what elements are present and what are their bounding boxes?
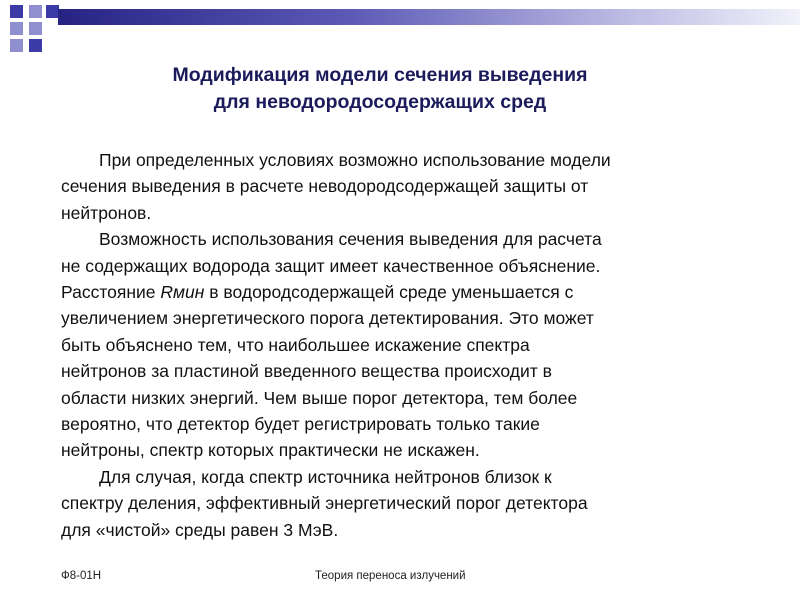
slide-body <box>61 147 781 543</box>
body-line: При определенных условиях возможно использование модели <box>99 150 611 170</box>
body-line: Для случая, когда спектр источника нейтронов близок к <box>99 466 552 487</box>
body-line: для «чистой» среды равен 3 МэВ. <box>61 519 339 540</box>
body-line: сечения выведения в расчете неводородсодержащей защиты от <box>61 176 589 197</box>
body-line: вероятно, что детектор будет регистрировать только такие <box>61 414 540 435</box>
slide-title <box>0 62 760 116</box>
title-line-2: для неводородосодержащих сред <box>213 91 547 113</box>
body-line <box>61 279 781 305</box>
body-line: не содержащих водорода защит имеет качественное объяснение. <box>61 255 601 276</box>
footer-course-title: Теория переноса излучений <box>315 570 466 582</box>
footer-code: Ф8-01Н <box>61 570 102 582</box>
body-text-span: Расстояние <box>61 282 161 303</box>
body-line: нейтронов за пластиной введенного вещества происходит в <box>61 361 552 382</box>
body-line: быть объяснено тем, что наибольшее искажение спектра <box>61 334 530 355</box>
decorative-squares <box>10 5 58 53</box>
body-line: нейтроны, спектр которых практически не искажен. <box>61 440 480 461</box>
r-min-symbol: Rмин <box>160 282 205 303</box>
body-line: Возможность использования сечения выведения для расчета <box>99 229 602 250</box>
header-gradient-bar <box>58 9 800 25</box>
body-text-span: в водородсодержащей среде уменьшается с <box>204 282 574 303</box>
title-line-1: Модификация модели сечения выведения <box>172 64 588 86</box>
body-line: спектру деления, эффективный энергетический порог детектора <box>61 493 588 514</box>
body-line: области низких энергий. Чем выше порог детектора, тем более <box>61 387 578 408</box>
body-line: нейтронов. <box>61 202 152 223</box>
body-line: увеличением энергетического порога детектирования. Это может <box>61 308 594 329</box>
